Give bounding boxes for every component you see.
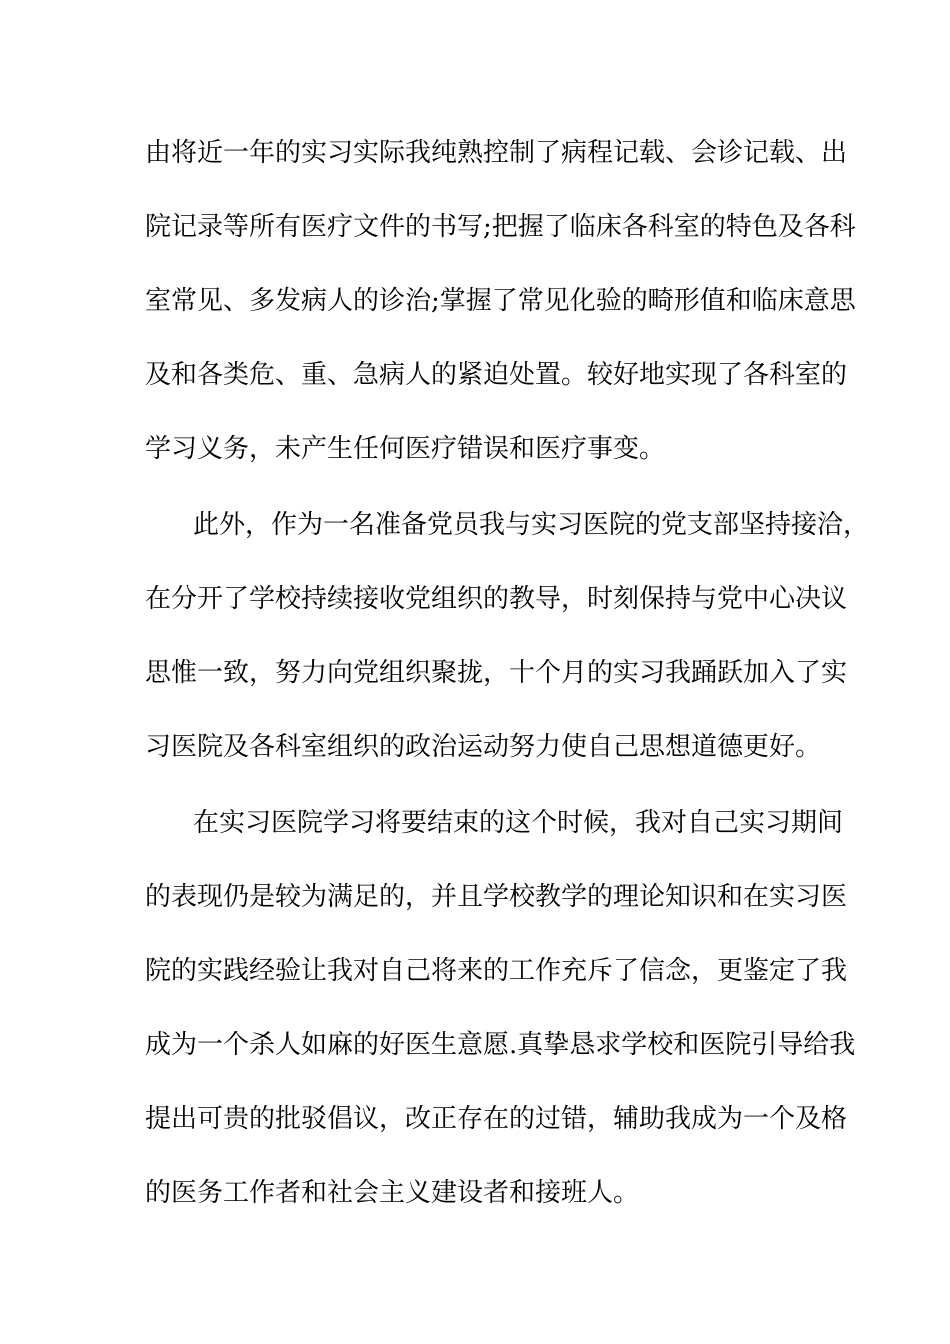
text-line: 院记录等所有医疗文件的书写;把握了临床各科室的特色及各科 — [145, 212, 856, 242]
text-line: 在分开了学校持续接收党组织的教导，时刻保持与党中心决议 — [145, 584, 848, 614]
text-line: 的表现仍是较为满足的，并且学校教学的理论知识和在实习医 — [145, 882, 848, 912]
text-line: 由将近一年的实习实际我纯熟控制了病程记载、会诊记载、出 — [145, 138, 848, 168]
text-line: 思惟一致，努力向党组织聚拢，十个月的实习我踊跃加入了实 — [145, 658, 848, 688]
text-line: 及和各类危、重、急病人的紧迫处置。较好地实现了各科室的 — [145, 360, 848, 390]
text-line: 学习义务，未产生任何医疗错误和医疗事变。 — [145, 434, 666, 464]
text-line: 提出可贵的批驳倡议，改正存在的过错，辅助我成为一个及格 — [145, 1104, 848, 1134]
text-line: 习医院及各科室组织的政治运动努力使自己思想道德更好。 — [145, 732, 822, 762]
text-line: 室常见、多发病人的诊治;掌握了常见化验的畸形值和临床意思 — [145, 286, 856, 316]
text-line: 成为一个杀人如麻的好医生意愿.真挚恳求学校和医院引导给我 — [145, 1030, 856, 1060]
text-line: 的医务工作者和社会主义建设者和接班人。 — [145, 1178, 640, 1208]
text-line: 院的实践经验让我对自己将来的工作充斥了信念，更鉴定了我 — [145, 956, 848, 986]
paragraph-first-line: 在实习医院学习将要结束的这个时候，我对自己实习期间 — [193, 808, 844, 838]
paragraph-first-line: 此外，作为一名准备党员我与实习医院的党支部坚持接洽， — [193, 510, 870, 540]
